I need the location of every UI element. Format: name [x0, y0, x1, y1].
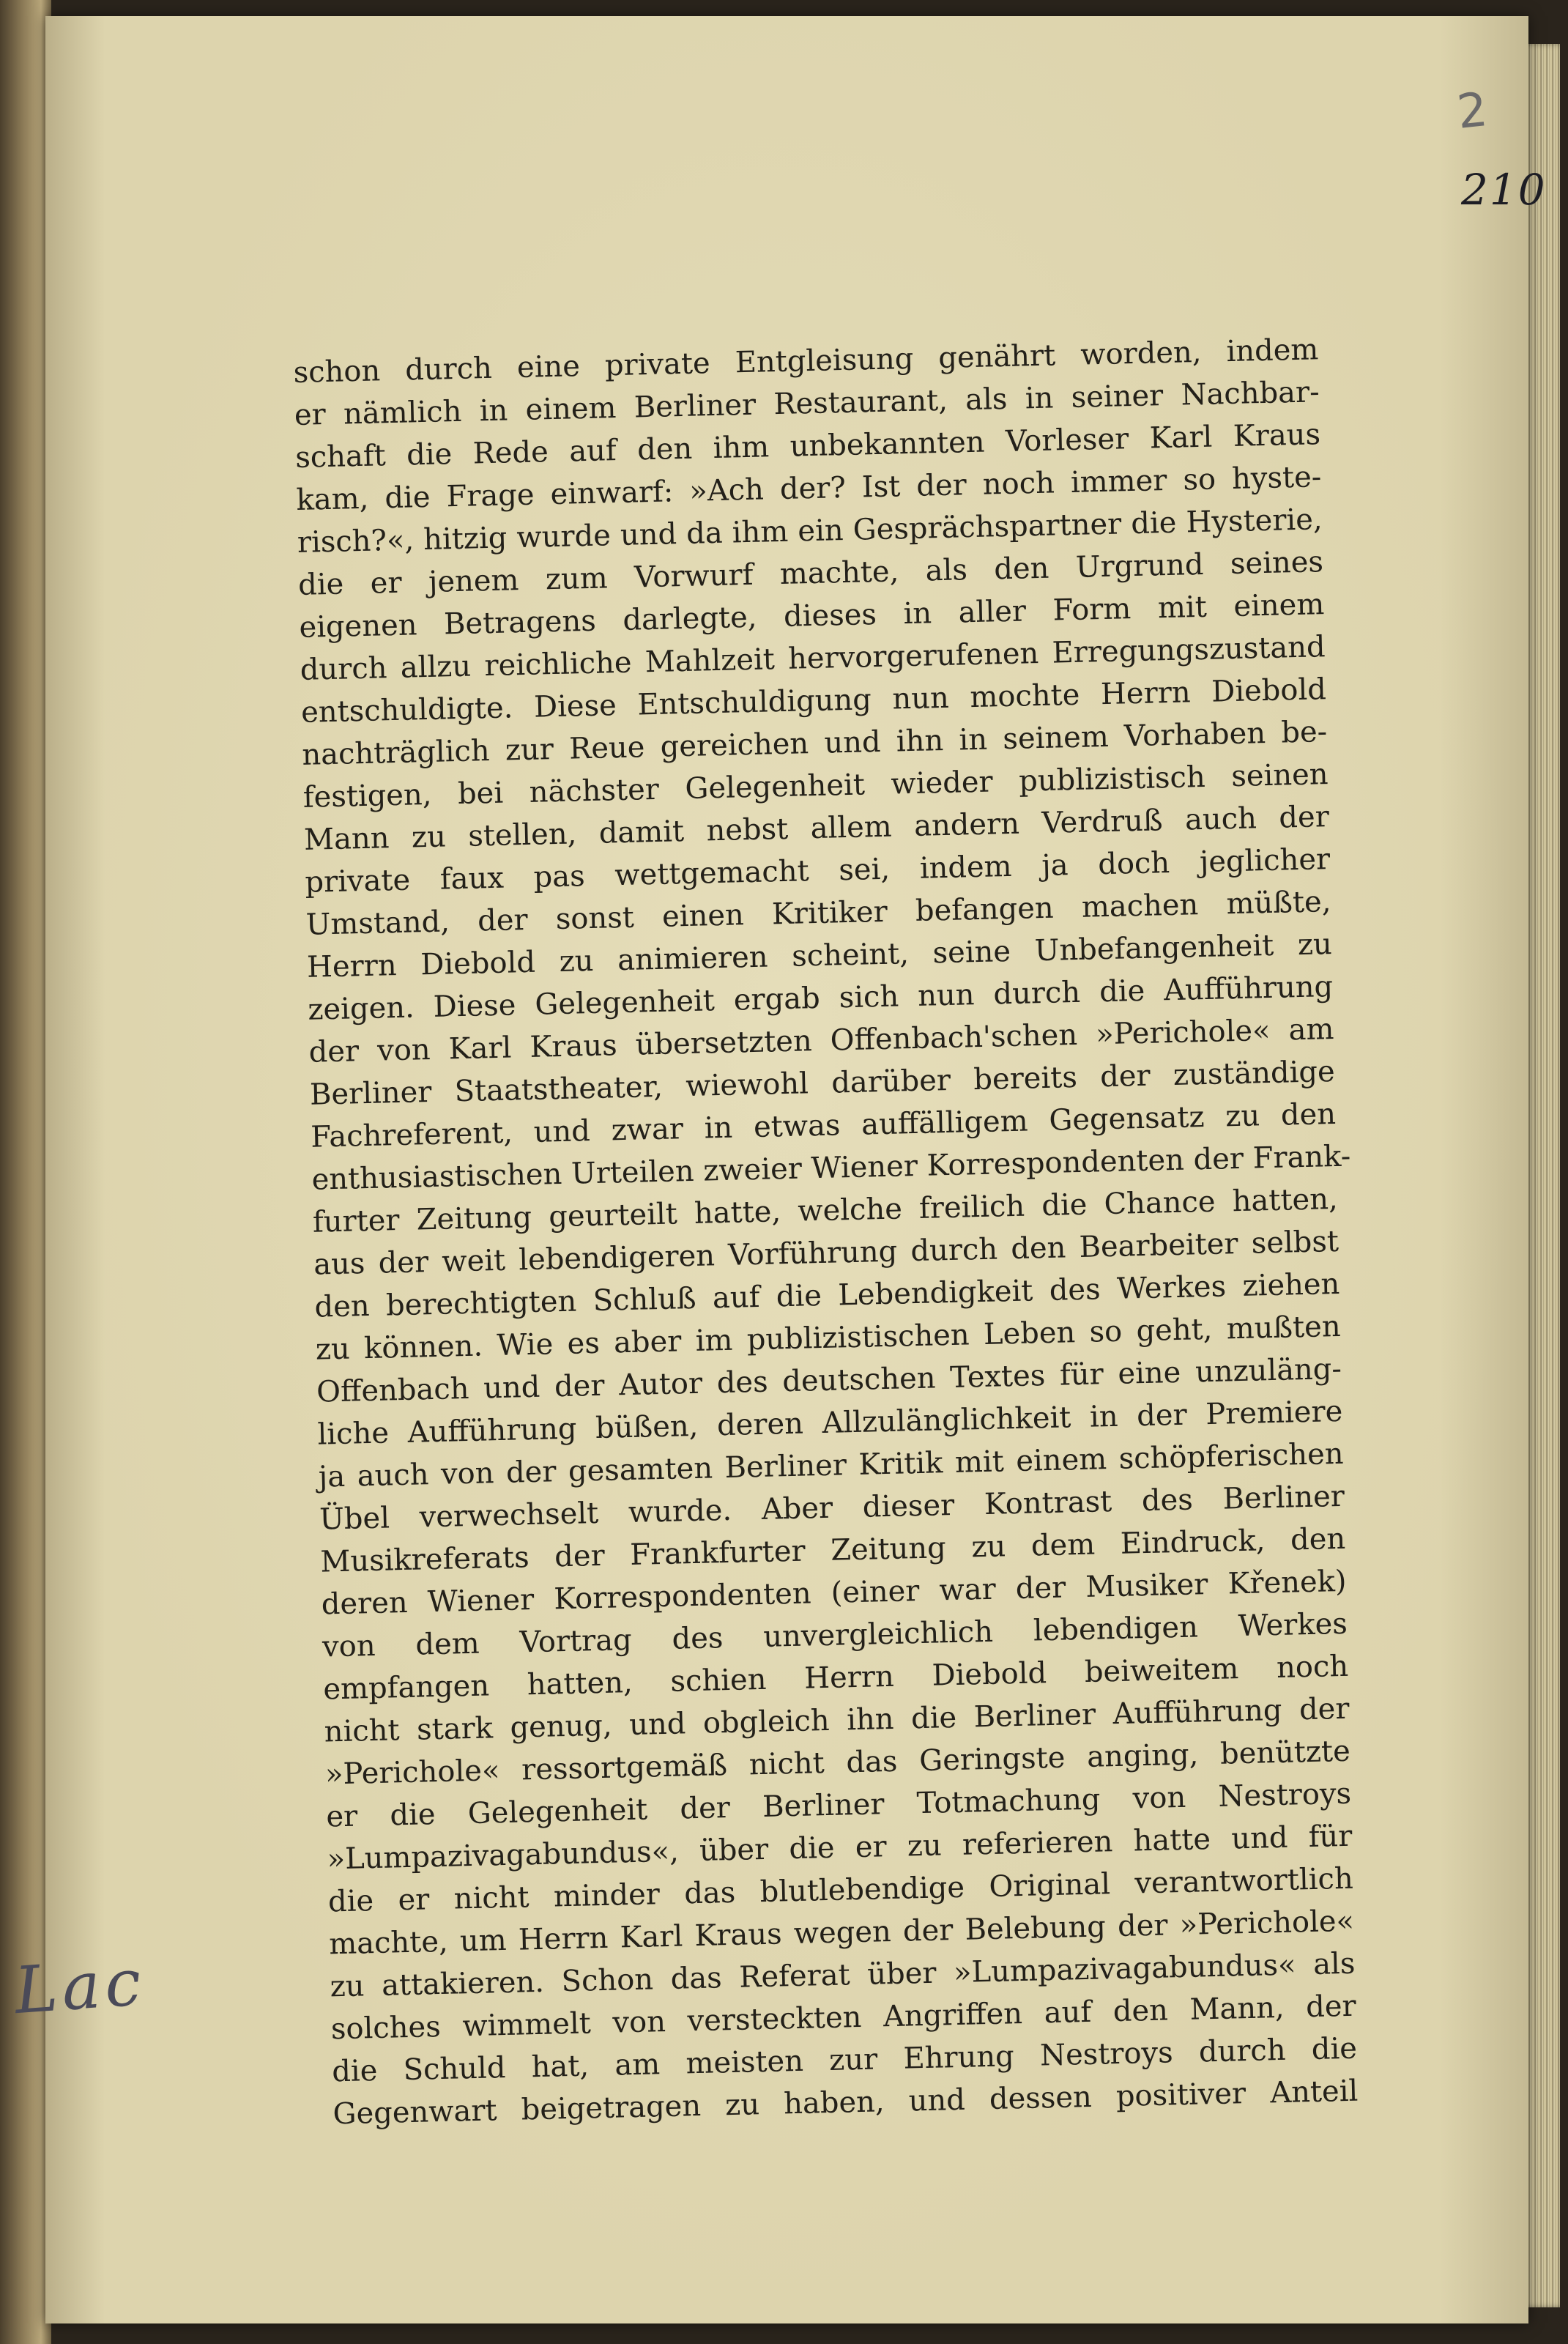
- text-line: festigen, bei nächster Gelegenheit wieder publizistisch seinen: [302, 757, 1329, 815]
- text-line: durch allzu reichliche Mahlzeit hervorgerufenen Erregungszustand: [300, 630, 1326, 687]
- text-line: zu attakieren. Schon das Referat über »Lumpazivagabundus« als: [330, 1946, 1356, 2004]
- text-line: »Perichole« ressortgemäß nicht das Geringste anging, benützte: [324, 1734, 1351, 1792]
- text-line: kam, die Frage einwarf: »Ach der? Ist der noch immer so hyste-: [296, 460, 1322, 517]
- text-line: schon durch eine private Entgleisung genährt worden, indem: [293, 333, 1319, 390]
- text-line: liche Aufführung büßen, deren Allzulänglichkeit in der Premiere: [317, 1394, 1343, 1452]
- text-line: empfangen hatten, schien Herrn Diebold beiweitem noch: [322, 1649, 1349, 1707]
- text-line: Mann zu stellen, damit nebst allem andern Verdruß auch der: [303, 800, 1330, 857]
- text-line: den berechtigten Schluß auf die Lebendigkeit des Werkes ziehen: [314, 1266, 1340, 1324]
- text-line: solches wimmelt von versteckten Angriffen auf den Mann, der: [330, 1989, 1357, 2047]
- text-line: er nämlich in einem Berliner Restaurant, als in seiner Nachbar-: [294, 375, 1320, 432]
- stamp-number: 2: [1454, 83, 1490, 140]
- text-line: zu können. Wie es aber im publizistischen Leben so geht, mußten: [315, 1309, 1342, 1367]
- text-line: risch?«, hitzig wurde und da ihm ein Gesprächspartner die Hysterie,: [297, 502, 1323, 560]
- text-line: Herrn Diebold zu animieren scheint, seine Unbefangenheit zu: [306, 927, 1333, 984]
- text-line: nachträglich zur Reue gereichen und ihn in seinem Vorhaben be-: [301, 715, 1328, 772]
- text-line: enthusiastischen Urteilen zweier Wiener Korrespondenten der Frank-: [311, 1139, 1351, 1197]
- text-line: Fachreferent, und zwar in etwas auffälligem Gegensatz zu den: [310, 1097, 1337, 1154]
- text-line: Gegenwart beigetragen zu haben, und dessen positiver Anteil: [332, 2074, 1359, 2132]
- text-line: die er jenem zum Vorwurf machte, als den Urgrund seines: [297, 545, 1324, 602]
- text-line: Umstand, der sonst einen Kritiker befangen machen müßte,: [305, 885, 1331, 942]
- text-line: eigenen Betragens darlegte, dieses in aller Form mit einem: [299, 587, 1325, 645]
- text-line: die Schuld hat, am meisten zur Ehrung Nestroys durch die: [331, 2031, 1358, 2089]
- text-line: nicht stark genug, und obgleich ihn die Berliner Aufführung der: [324, 1691, 1350, 1749]
- text-line: furter Zeitung geurteilt hatte, welche freilich die Chance hatten,: [312, 1182, 1339, 1239]
- text-line: entschuldigte. Diese Entschuldigung nun mochte Herrn Diebold: [300, 672, 1327, 730]
- text-line: von dem Vortrag des unvergleichlich lebendigen Werkes: [322, 1606, 1348, 1664]
- text-line: Übel verwechselt wurde. Aber dieser Kontrast des Berliner: [319, 1479, 1345, 1537]
- handwritten-margin-note: Lac: [12, 1943, 148, 2029]
- text-line: zeigen. Diese Gelegenheit ergab sich nun durch die Aufführung: [307, 970, 1334, 1027]
- text-line: machte, um Herrn Karl Kraus wegen der Belebung der »Perichole«: [328, 1904, 1355, 1962]
- text-line: ja auch von der gesamten Berliner Kritik mit einem schöpferischen: [318, 1436, 1345, 1494]
- text-line: der von Karl Kraus übersetzten Offenbach'schen »Perichole« am: [308, 1012, 1334, 1069]
- folio-number: 210: [1461, 165, 1547, 215]
- text-line: Berliner Staatstheater, wiewohl darüber bereits der zuständige: [309, 1054, 1336, 1112]
- body-text: [293, 328, 1359, 2135]
- text-line: aus der weit lebendigeren Vorführung durch den Bearbeiter selbst: [313, 1224, 1340, 1282]
- text-line: Musikreferats der Frankfurter Zeitung zu dem Eindruck, den: [319, 1521, 1346, 1579]
- text-line: »Lumpazivagabundus«, über die er zu referieren hatte und für: [327, 1819, 1353, 1877]
- text-line: er die Gelegenheit der Berliner Totmachung von Nestroys: [325, 1776, 1352, 1834]
- text-line: private faux pas wettgemacht sei, indem ja doch jeglicher: [304, 842, 1331, 900]
- text-line: Offenbach und der Autor des deutschen Textes für eine unzuläng-: [316, 1351, 1342, 1409]
- text-line: deren Wiener Korrespondenten (einer war der Musiker Křenek): [321, 1564, 1347, 1622]
- text-line: die er nicht minder das blutlebendige Original verantwortlich: [327, 1861, 1354, 1919]
- text-line: schaft die Rede auf den ihm unbekannten Vorleser Karl Kraus: [294, 418, 1321, 475]
